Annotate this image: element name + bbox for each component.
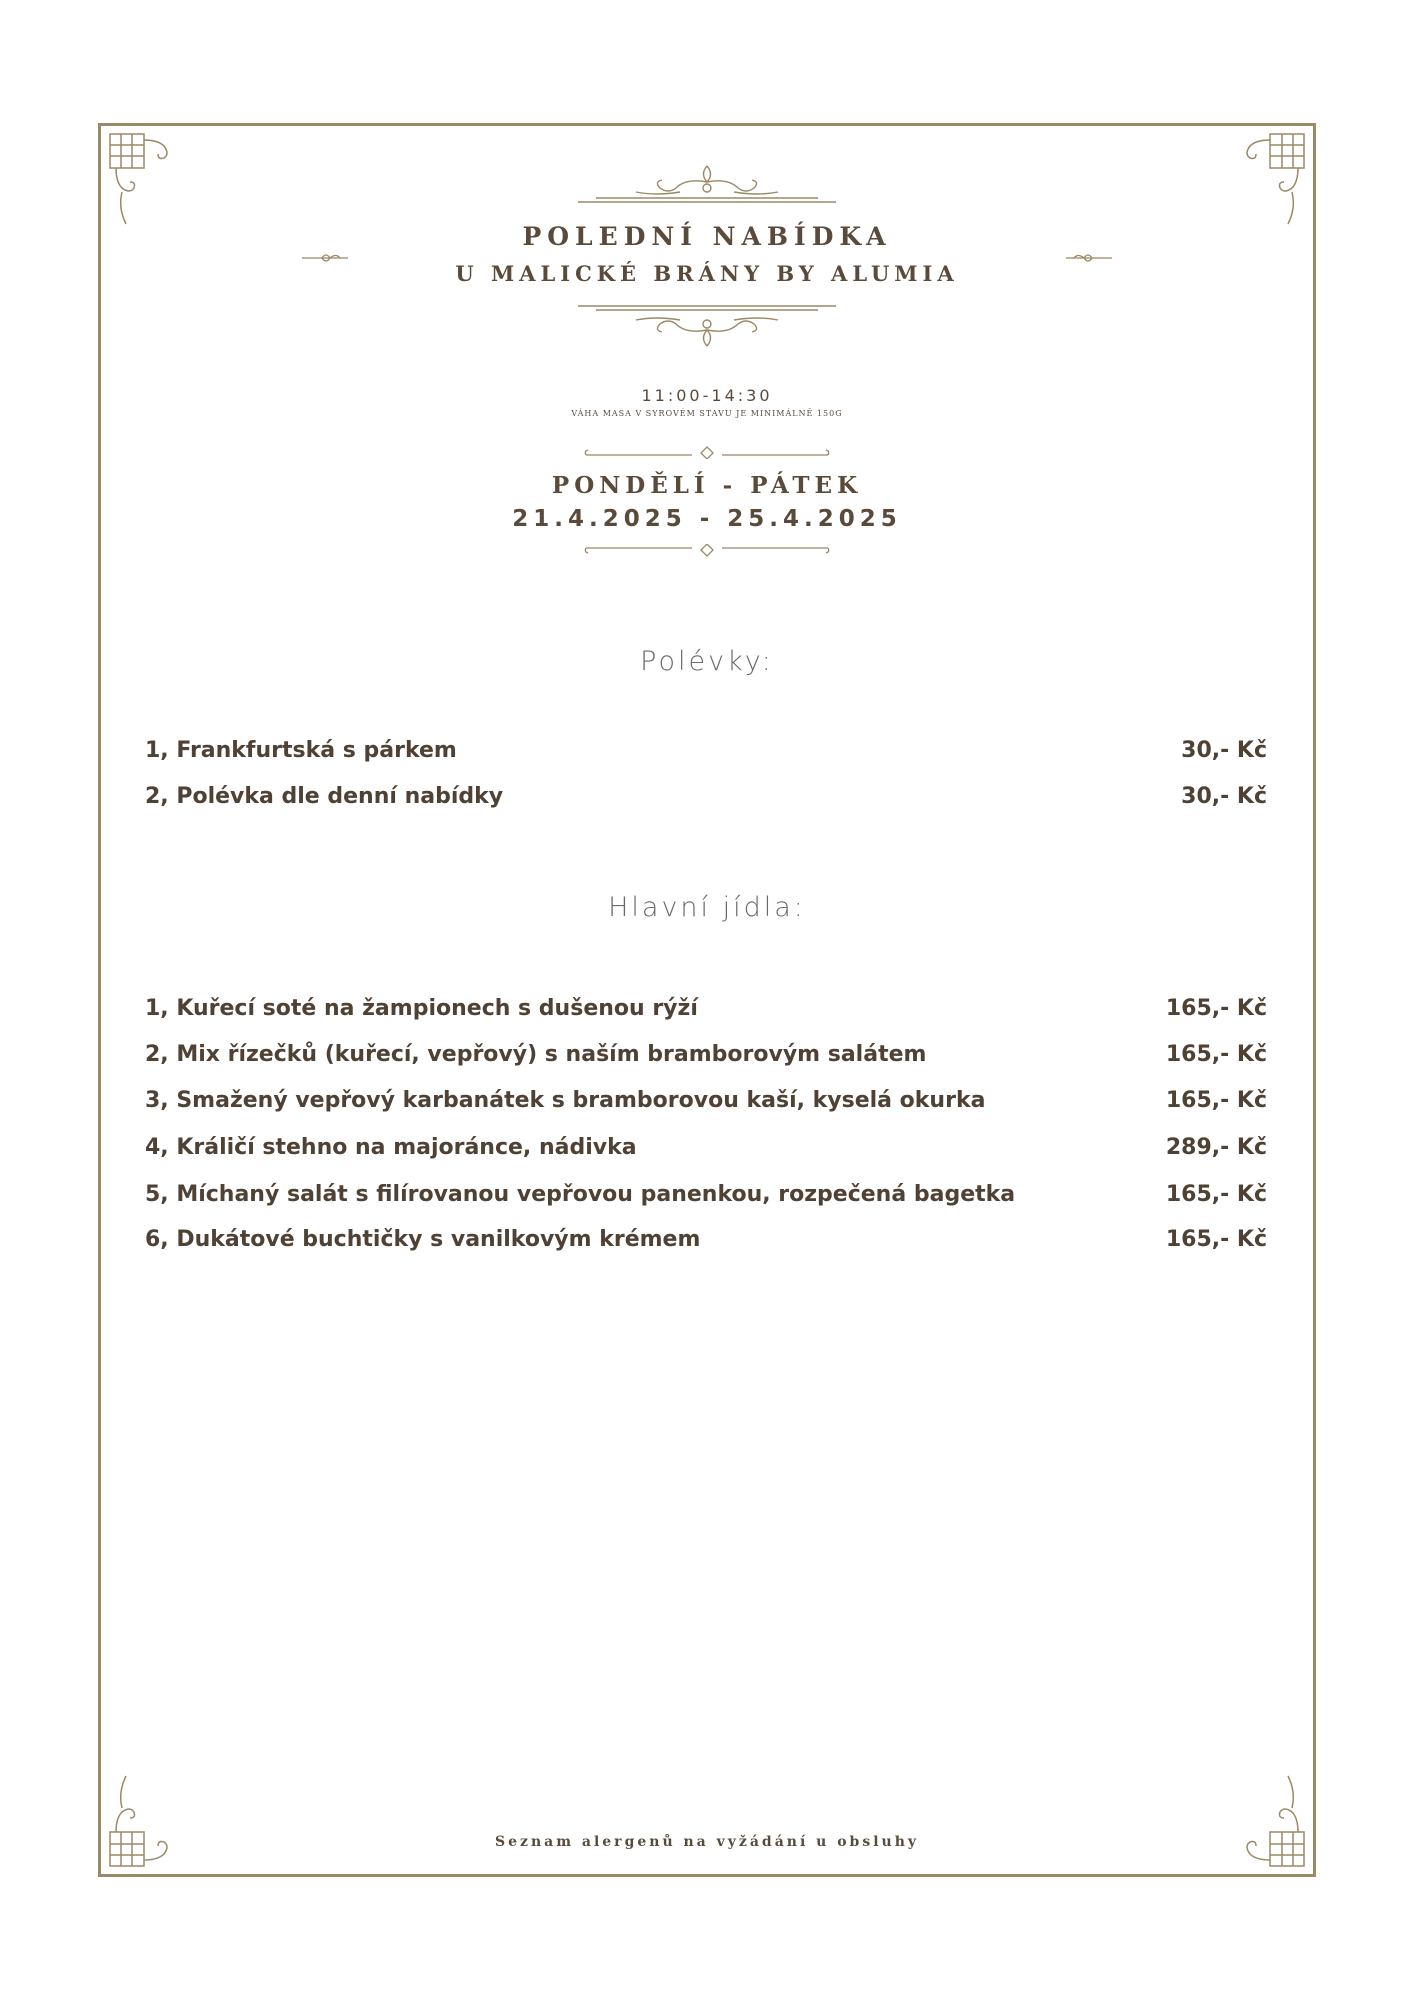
opening-hours: 11:00-14:30 [641,386,773,405]
corner-ornament-top-right [1234,132,1306,232]
list-item [145,1037,1267,1071]
item-price: 289,- Kč [1165,1134,1267,1160]
item-price: 165,- Kč [1165,1226,1267,1252]
list-item [145,733,1267,767]
item-price: 165,- Kč [1165,1087,1267,1113]
meat-weight-note: VÁHA MASA V SYROVÉM STAVU JE MINIMÁLNĚ 150G [571,409,843,418]
item-name: 3, Smažený vepřový karbanátek s bramborovou kaší, kyselá okurka [145,1087,986,1113]
list-item [145,991,1267,1025]
dates-range: 21.4.2025 - 25.4.2025 [512,506,902,532]
menu-title: POLEDNÍ NABÍDKA [522,222,892,251]
item-name: 2, Mix řízečků (kuřecí, vepřový) s naším bramborovým salátem [145,1041,927,1067]
corner-ornament-bottom-left [108,1768,180,1868]
soups-heading: Polévky: [640,646,774,677]
item-price: 30,- Kč [1181,783,1267,809]
list-item [145,779,1267,813]
list-item [145,1083,1267,1117]
item-price: 165,- Kč [1165,1181,1267,1207]
item-price: 30,- Kč [1181,737,1267,763]
days-range: PONDĚLÍ - PÁTEK [551,472,863,499]
restaurant-name: U MALICKÉ BRÁNY BY ALUMIA [455,261,959,286]
item-name: 2, Polévka dle denní nabídky [145,783,504,809]
item-name: 6, Dukátové buchtičky s vanilkovým krémem [145,1226,701,1252]
divider-ornament-bottom [582,544,832,558]
item-price: 165,- Kč [1165,1041,1267,1067]
item-name: 1, Frankfurtská s párkem [145,737,457,763]
list-item [145,1222,1267,1256]
flourish-bottom-ornament [576,302,838,352]
list-item [145,1177,1267,1211]
item-name: 5, Míchaný salát s filírovanou vepřovou panenkou, rozpečená bagetka [145,1181,1016,1207]
allergen-note: Seznam alergenů na vyžádání u obsluhy [494,1834,920,1850]
list-item [145,1130,1267,1164]
corner-ornament-bottom-right [1234,1768,1306,1868]
item-price: 165,- Kč [1165,995,1267,1021]
divider-ornament-top [582,445,832,459]
item-name: 1, Kuřecí soté na žampionech s dušenou rýží [145,995,698,1021]
corner-ornament-top-left [108,132,180,232]
flourish-top-ornament [576,160,838,206]
mains-heading: Hlavní jídla: [608,892,806,923]
item-name: 4, Králičí stehno na majoránce, nádivka [145,1134,637,1160]
